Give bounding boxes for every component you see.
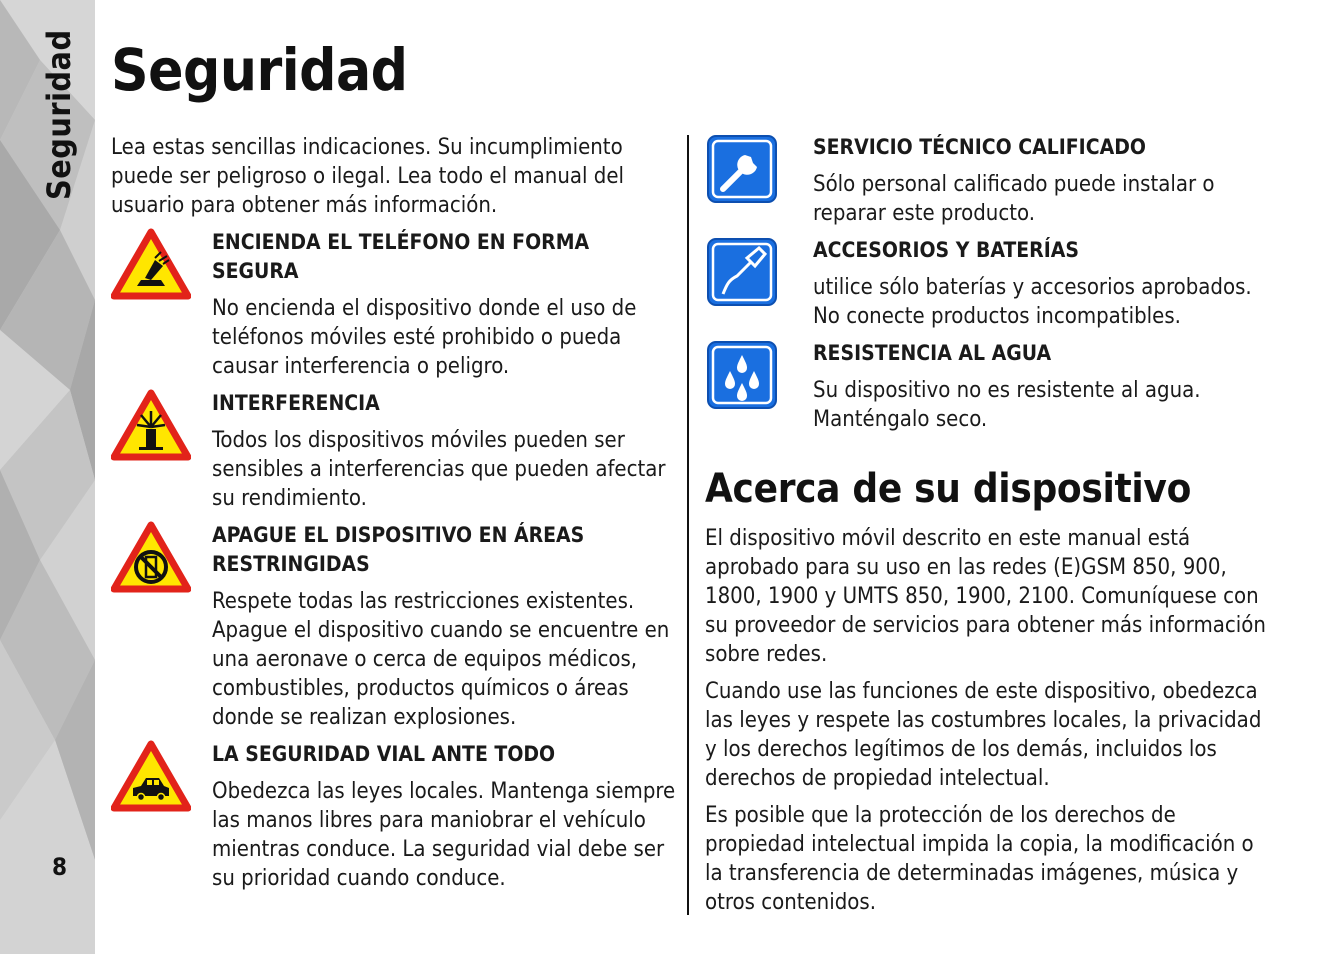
item-title: ENCIENDA EL TELÉFONO EN FORMA SEGURA xyxy=(212,230,590,283)
item-title: APAGUE EL DISPOSITIVO EN ÁREAS RESTRINGIDAS xyxy=(212,523,585,576)
item-text: Sólo personal calificado puede instalar o reparar este producto. xyxy=(813,172,1215,226)
item-text: Su dispositivo no es resistente al agua. Manténgalo seco. xyxy=(813,378,1201,432)
safety-item xyxy=(111,228,676,381)
safety-item xyxy=(705,339,1275,434)
safety-item xyxy=(111,521,676,732)
section-heading: Acerca de su dispositivo xyxy=(705,466,1192,512)
item-title: INTERFERENCIA xyxy=(212,391,380,415)
item-text: Obedezca las leyes locales. Mantenga siempre las manos libres para maniobrar el vehículo mientras conduce. La seguridad vial debe ser su prioridad cuando conduce. xyxy=(212,779,676,891)
item-title: RESISTENCIA AL AGUA xyxy=(813,341,1052,365)
interference-icon xyxy=(111,389,191,461)
item-text: utilice sólo baterías y accesorios aprobados. No conecte productos incompatibles. xyxy=(813,275,1252,329)
item-title: ACCESORIOS Y BATERÍAS xyxy=(813,238,1079,262)
item-text: Respete todas las restricciones existentes. Apague el dispositivo cuando se encuentre en una aeronave o cerca de equipos médicos, combustibles, productos químicos o áreas donde se realizan explosiones. xyxy=(212,589,670,730)
page-title: Seguridad xyxy=(111,36,408,104)
accessories-plug-icon xyxy=(705,236,785,308)
sidebar-band xyxy=(0,0,95,954)
right-column xyxy=(705,133,1275,925)
column-divider xyxy=(687,135,689,915)
paragraph: El dispositivo móvil descrito en este manual está aprobado para su uso en las redes (E)GSM 850, 900, 1800, 1900 y UMTS 850, 1900, 2100. Comuníquese con su proveedor de servicios para obtener más información sobre redes. xyxy=(705,526,1266,667)
paragraph: Cuando use las funciones de este dispositivo, obedezca las leyes y respete las costumbres locales, la privacidad y los derechos legítimos de los demás, incluidos los derechos de propiedad intelectual. xyxy=(705,679,1262,791)
switch-on-safely-icon xyxy=(111,228,191,300)
road-safety-icon xyxy=(111,740,191,812)
intro-text: Lea estas sencillas indicaciones. Su incumplimiento puede ser peligroso o ilegal. Lea todo el manual del usuario para obtener más información. xyxy=(111,135,625,218)
wrench-icon xyxy=(705,133,785,205)
paragraph: Es posible que la protección de los derechos de propiedad intelectual impida la copia, la modificación o la transferencia de determinadas imágenes, música y otros contenidos. xyxy=(705,803,1254,915)
item-text: No encienda el dispositivo donde el uso de teléfonos móviles esté prohibido o pueda causar interferencia o peligro. xyxy=(212,296,637,379)
safety-item xyxy=(705,133,1275,228)
safety-item xyxy=(111,740,676,893)
sidebar-section-title: Seguridad xyxy=(40,29,78,200)
item-text: Todos los dispositivos móviles pueden ser sensibles a interferencias que pueden afectar su rendimiento. xyxy=(212,428,666,511)
switch-off-restricted-icon xyxy=(111,521,191,593)
item-title: LA SEGURIDAD VIAL ANTE TODO xyxy=(212,742,556,766)
page-number: 8 xyxy=(52,853,68,881)
safety-item xyxy=(111,389,676,513)
item-title: SERVICIO TÉCNICO CALIFICADO xyxy=(813,135,1146,159)
left-column xyxy=(111,133,676,901)
safety-item xyxy=(705,236,1275,331)
water-drops-icon xyxy=(705,339,785,411)
